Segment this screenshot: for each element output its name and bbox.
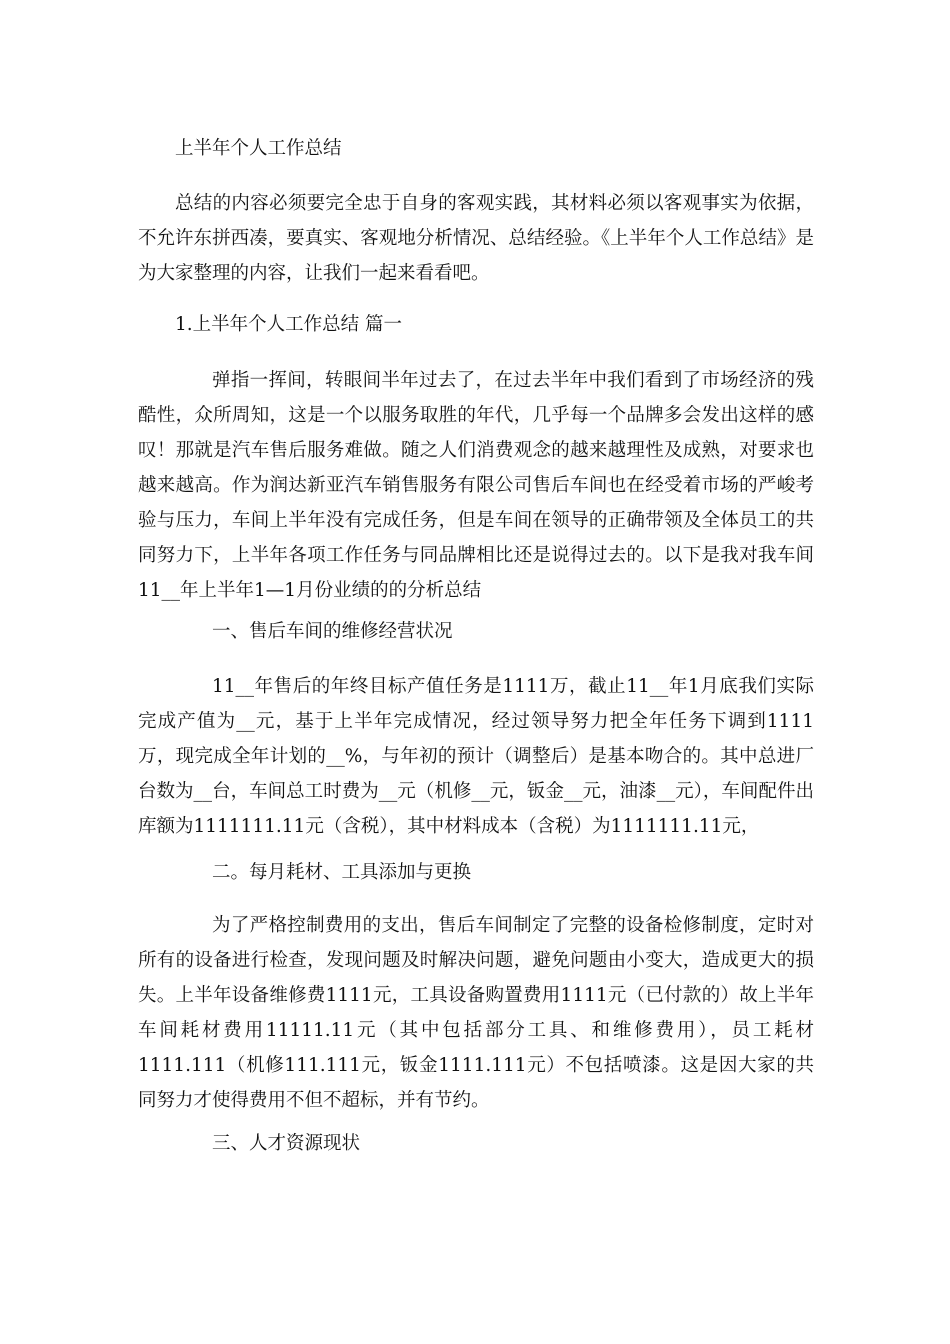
section-heading-2: 二。每月耗材、工具添加与更换 <box>212 862 472 883</box>
body-paragraph-3: 为了严格控制费用的支出，售后车间制定了完整的设备检修制度，定时对所有的设备进行检查，发现问题及时解决问题，避免问题由小变大，造成更大的损失。上半年设备维修费1111元，工具设备购置费用1111元（已付款的）故上半年车间耗材费用11111.11元（其中包括部分工具、和维修费用），员工耗材1111.111（机修111.111元，钣金1111.111元）不包括喷漆。这是因大家的共同努力才使得费用不但不超标，并有节约。 <box>138 915 814 1111</box>
section-heading-1: 一、售后车间的维修经营状况 <box>212 621 453 642</box>
section-heading-3: 三、人才资源现状 <box>212 1133 361 1154</box>
intro-paragraph: 总结的内容必须要完全忠于自身的客观实践，其材料必须以客观事实为依据，不允许东拼西凑，要真实、客观地分析情况、总结经验。《上半年个人工作总结》是为大家整理的内容，让我们一起来看看吧。 <box>138 193 814 284</box>
body-paragraph-1: 弹指一挥间，转眼间半年过去了，在过去半年中我们看到了市场经济的残酷性，众所周知，这是一个以服务取胜的年代，几乎每一个品牌多会发出这样的感叹！那就是汽车售后服务难做。随之人们消费观念的越来越理性及成熟，对要求也越来越高。作为润达新亚汽车销售服务有限公司售后车间也在经受着市场的严峻考验与压力，车间上半年没有完成任务，但是车间在领导的正确带领及全体员工的共同努力下，上半年各项工作任务与同品牌相比还是说得过去的。以下是我对我车间11__年上半年1—1月份业绩的的分析总结 <box>138 370 814 601</box>
article-heading: 1.上半年个人工作总结 篇一 <box>175 314 403 335</box>
document-title: 上半年个人工作总结 <box>175 138 342 159</box>
body-paragraph-2: 11__年售后的年终目标产值任务是1111万，截止11__年1月底我们实际完成产值为__元，基于上半年完成情况，经过领导努力把全年任务下调到1111万，现完成全年计划的__%，与年初的预计（调整后）是基本吻合的。其中总进厂台数为__台，车间总工时费为__元（机修__元，钣金__元，油漆__元），车间配件出库额为1111111.11元（含税），其中材料成本（含税）为1111111.11元， <box>138 676 814 837</box>
